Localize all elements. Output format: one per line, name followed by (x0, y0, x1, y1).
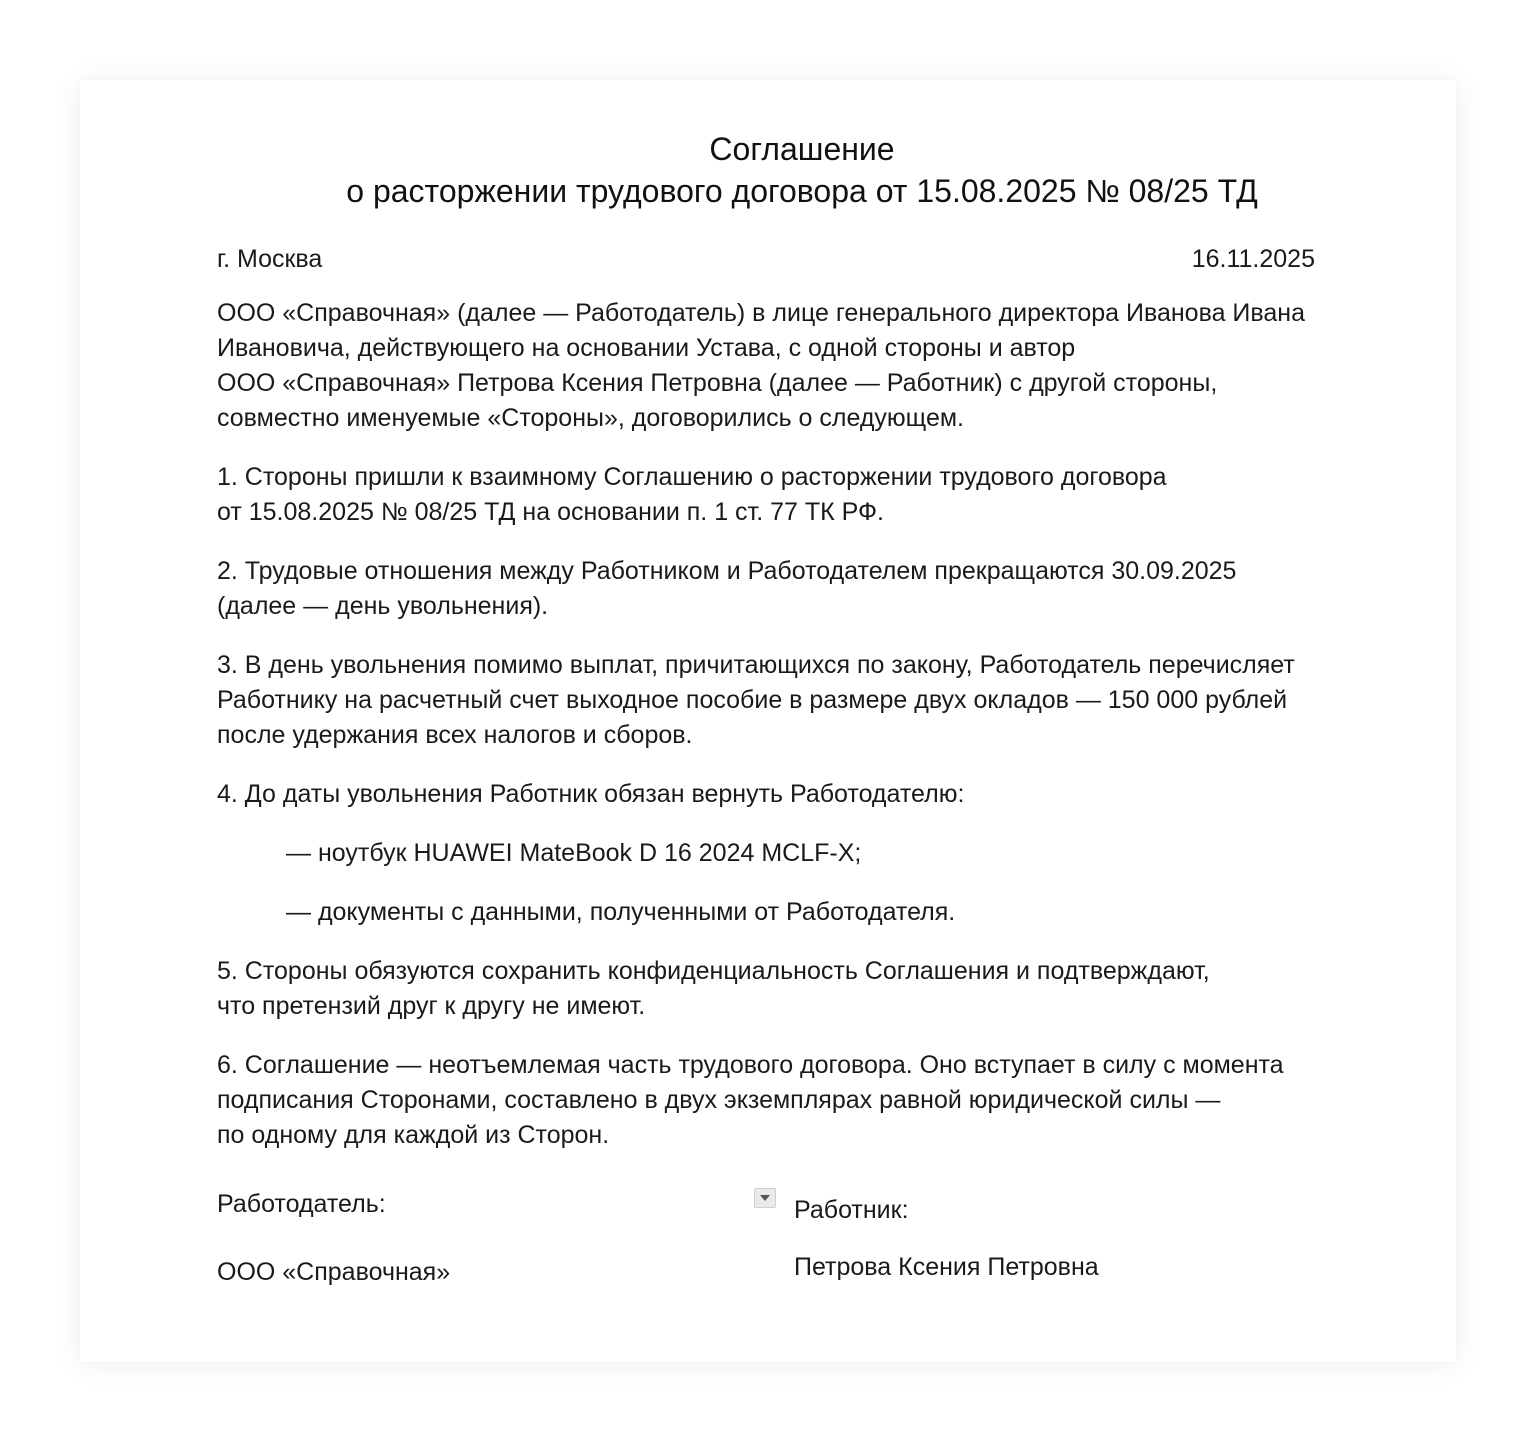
intro-line: совместно именуемые «Стороны», договорились о следующем. (217, 404, 964, 432)
clause-line: что претензий друг к другу не имеют. (217, 992, 646, 1020)
chevron-down-icon[interactable] (754, 1188, 776, 1208)
document-body (217, 128, 1387, 1153)
clause-line: 1. Стороны пришли к взаимному Соглашению о расторжении трудового договора (217, 463, 1167, 491)
clause-1 (217, 460, 1387, 530)
title-line-2: о расторжении трудового договора от 15.08.2025 № 08/25 ТД (346, 173, 1258, 209)
clause-3 (217, 648, 1387, 753)
document-page (80, 80, 1456, 1362)
clause-5 (217, 954, 1387, 1024)
employer-name: ООО «Справочная» (217, 1258, 451, 1286)
intro-line: ООО «Справочная» Петрова Ксения Петровна (далее — Работник) с другой стороны, (217, 369, 1218, 397)
title-line-1: Соглашение (709, 131, 895, 167)
list-item-laptop: — ноутбук HUAWEI MateBook D 16 2024 MCLF-X; (286, 839, 862, 867)
document-title (217, 128, 1387, 212)
clause-line: 3. В день увольнения помимо выплат, причитающихся по закону, Работодатель перечисляет (217, 651, 1295, 679)
intro-line: ООО «Справочная» (далее — Работодатель) в лице генерального директора Иванова Ивана (217, 299, 1306, 327)
intro-paragraph (217, 296, 1387, 436)
clause-line: 4. До даты увольнения Работник обязан вернуть Работодателю: (217, 780, 965, 808)
employee-name: Петрова Ксения Петровна (794, 1253, 1099, 1281)
clause-4 (217, 777, 1387, 812)
employee-label: Работник: (794, 1196, 909, 1224)
document-date: 16.11.2025 (1191, 245, 1315, 273)
clause-line: 2. Трудовые отношения между Работником и Работодателем прекращаются 30.09.2025 (217, 557, 1237, 585)
clause-line: 5. Стороны обязуются сохранить конфиденциальность Соглашения и подтверждают, (217, 957, 1210, 985)
employer-signature (217, 1187, 450, 1290)
clause-line: 6. Соглашение — неотъемлемая часть трудового договора. Оно вступает в силу с момента (217, 1051, 1284, 1079)
clause-line: подписания Сторонами, составлено в двух экземплярах равной юридической силы — (217, 1086, 1221, 1114)
employer-label: Работодатель: (217, 1190, 386, 1218)
intro-line: Ивановича, действующего на основании Устава, с одной стороны и автор (217, 334, 1076, 362)
employee-signature (794, 1193, 1099, 1285)
clause-line: от 15.08.2025 № 08/25 ТД на основании п. 1 ст. 77 ТК РФ. (217, 498, 884, 526)
clause-line: (далее — день увольнения). (217, 592, 549, 620)
list-item-documents: — документы с данными, полученными от Работодателя. (286, 898, 956, 926)
clause-line: после удержания всех налогов и сборов. (217, 721, 693, 749)
clause-2 (217, 554, 1387, 624)
clause-line: Работнику на расчетный счет выходное пособие в размере двух окладов — 150 000 рублей (217, 686, 1288, 714)
place-date-row (217, 242, 1315, 277)
clause-6 (217, 1048, 1387, 1153)
city: г. Москва (217, 245, 323, 273)
clause-line: по одному для каждой из Сторон. (217, 1121, 610, 1149)
